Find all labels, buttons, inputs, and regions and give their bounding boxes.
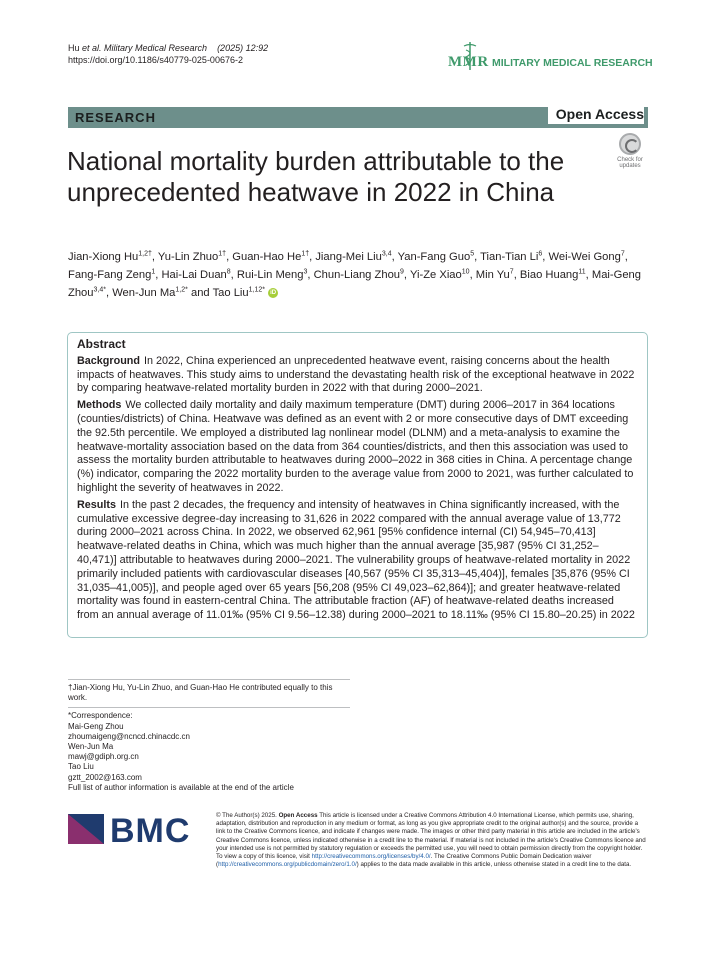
correspondence-block	[68, 711, 350, 793]
citation-header	[68, 42, 268, 66]
article-type-banner	[68, 107, 648, 128]
methods-text: We collected daily mortality and daily maximum temperature (DMT) during 2006–2017 in 364 locations (counties/districts) of China. Heatwave was defined as an event with 2 or more consecutive days of DMT exceeding the 92.5th percentile. We employed a distributed lag nonlinear model (DLNM) and a meta-analysis to examine the heatwave-mortality association based on the data from 364 counties/districts, and then this association was used to assess the mortality burden attributable to heatwaves during 2000–2022 in 368 cities in China. A percentage change (%) indicator, comparing the 2022 mortality burden to the average value from 2000 to 2021, was further calculated to highlight the severity of heatwaves in 2022.	[77, 399, 634, 494]
author-info-note: Full list of author information is available at the end of the article	[68, 782, 294, 792]
open-access-bold: Open Access	[278, 812, 318, 819]
author-name[interactable]: Jian-Xiong Hu	[68, 251, 139, 263]
journal-logo	[448, 40, 653, 72]
footnotes	[68, 679, 350, 793]
correspondence-email[interactable]: gztt_2002@163.com	[68, 772, 142, 782]
article-title: National mortality burden attributable to the unprecedented heatwave in 2022 in China	[67, 146, 565, 207]
correspondence-line: *Correspondence:	[68, 711, 133, 721]
author-affiliation: 3,4*	[93, 286, 106, 294]
author-affiliation: 11	[578, 268, 586, 276]
citation-line	[68, 42, 268, 54]
publisher-name: BMC	[110, 812, 191, 850]
author-affiliation: 1,2*	[175, 286, 188, 294]
article-type: RESEARCH	[75, 110, 156, 125]
author-affiliation: 3	[303, 268, 308, 276]
author-name[interactable]: Tian-Tian Li	[480, 251, 539, 263]
author-affiliation: 9	[400, 268, 404, 276]
license-text: This article is licensed under a Creative Commons Attribution 4.0 International License, which permits use, sharing, adaptation, distribution and reproduction in any medium or format, as long as you give appropriate credit to the original author(s) and the source, provide a link to the Creative Commons licence, and indicate if changes were made. The images or other third party material in this article are included in the article's Creative Commons licence, unless indicated otherwise in a credit line to the material. If material is not included in the article's Creative Commons licence and your intended use is not permitted by statutory regulation or exceeds the permitted use, you will need to obtain permission directly from the copyright holder. To view a copy of this licence, visit	[216, 812, 646, 861]
author-affiliation: 1	[151, 268, 156, 276]
abstract-methods	[77, 399, 638, 496]
author-affiliation: 10	[461, 268, 470, 276]
author-affiliation: 1,12*	[248, 286, 265, 294]
correspondence-email[interactable]: mawj@gdiph.org.cn	[68, 752, 139, 762]
license-link[interactable]: http://creativecommons.org/licenses/by/4.0/	[311, 853, 431, 861]
journal-name: MILITARY MEDICAL RESEARCH	[492, 57, 653, 69]
author-affiliation: 1†	[301, 250, 310, 258]
bmc-logo-icon	[68, 812, 104, 846]
orcid-icon[interactable]: iD	[270, 290, 277, 297]
author-name[interactable]: Jiang-Mei Liu	[315, 251, 382, 263]
check-updates-label: Check for updates	[617, 157, 643, 169]
abstract-background	[77, 355, 638, 396]
author-name[interactable]: Wen-Jun Ma	[112, 287, 176, 299]
copyright-text: © The Author(s) 2025.	[216, 812, 277, 819]
author-affiliation: 1†	[218, 250, 227, 258]
background-label: Background	[77, 354, 140, 367]
abstract-heading: Abstract	[77, 337, 126, 351]
author-affiliation: 5	[470, 250, 475, 258]
citation-author: Hu	[68, 43, 83, 53]
methods-label: Methods	[77, 399, 122, 412]
doi-link[interactable]: https://doi.org/10.1186/s40779-025-00676-2	[68, 55, 243, 65]
abstract-results	[77, 499, 638, 623]
publisher-logo	[68, 812, 198, 852]
author-name[interactable]: Rui-Lin Meng	[236, 269, 304, 281]
correspondence-name: Wen-Jun Ma	[68, 742, 114, 752]
author-name[interactable]: Wei-Wei Gong	[548, 251, 621, 263]
background-text: In 2022, China experienced an unprecedented heatwave event, raising concerns about the health impacts of heatwaves. This study aims to understand the devastating health risk of the exceptional heatwave in 2022 by comparing heatwave-related mortality burden in 2022 with that during 2000–2021.	[77, 354, 635, 395]
author-name[interactable]: Min Yu	[475, 269, 510, 281]
author-name[interactable]: Yan-Fang Guo	[397, 251, 471, 263]
open-access-label: Open Access	[548, 106, 644, 124]
author-name[interactable]: Guan-Hao He	[232, 251, 302, 263]
license-text: . The Creative Commons Public Domain Dedication waiver (	[216, 853, 592, 869]
footnote-divider	[68, 707, 350, 708]
public-domain-link[interactable]: http://creativecommons.org/publicdomain/zero/1.0/	[218, 861, 357, 869]
license-statement	[216, 812, 648, 869]
author-affiliation: 3,4	[381, 250, 392, 258]
results-text: In the past 2 decades, the frequency and intensity of heatwaves in China significantly increased, with the cumulative excessive degree-day increasing to 31,626 in 2022 compared with the annual average value of 13,772 during 2000–2021 across China. In 2022, we observed 62,961 [95% confidence internal (CI) 54,945–70,413] heatwave-related deaths in China, which was much higher than the annual average [35,987 (95% CI 31,252–40,471)] attributable to heatwaves during 2000–2021. The vulnerability groups of heatwave-related mortality in 2022 primarily included patients with cardiovascular diseases [40,567 (95% CI 35,313–45,404)], females [35,876 (95% CI 31,035–41,005)], and people aged over 65 years [56,208 (95% CI 49,023–62,864)]; and greater heatwave-related mortality was found in eastern-central China. The attributable fraction (AF) of heatwave-related deaths increased from an annual average of 11.01‰ (95% CI 9.56–12.38) during 2000–2021 to 18.11‰ (95% CI 15.80–20.25) in 2022	[77, 498, 635, 622]
correspondence-email[interactable]: zhoumaigeng@ncncd.chinacdc.cn	[68, 731, 190, 741]
correspondence-name: Mai-Geng Zhou	[68, 721, 124, 731]
abstract-box	[67, 332, 648, 638]
check-updates-icon	[619, 133, 641, 155]
author-affiliation: 6	[538, 250, 543, 258]
correspondence-name: Tao Liu	[68, 762, 94, 772]
author-name[interactable]: Biao Huang	[519, 269, 579, 281]
author-name[interactable]: Yu-Lin Zhuo	[157, 251, 219, 263]
author-name[interactable]: Mai-Geng Zhou	[68, 269, 641, 299]
author-affiliation: 7	[620, 250, 625, 258]
author-list: Jian-Xiong $Hu^{1,2\dagger}$, Yu-Lin Zhuo$^{1\dagger}$, Guan-Hao $He^{1\dagger}$, Jiang-Mei Liu$^{3,4}$, Yan-Fang Guo$^5$, Tian-Tian Li$^6$, Wei-Wei Gong$^7$, Fang-Fang Zeng$^1$, Hai-Lai Duan$^8$, Rui-Lin Meng$^3$, Chun-Liang Zhou$^9$, Yi-Ze Xiao$^{10}$, Min Yu$^7$, Biao Huang$^{11}$, Mai-Geng Zhou$^{3,4*}$, Wen-Jun $Ma^{1,2*}$ and Tao Liu$^{1,12*}$ iD	[68, 250, 641, 299]
equal-contribution-note: †Jian-Xiong Hu, Yu-Lin Zhuo, and Guan-Hao He contributed equally to this work.	[68, 683, 333, 703]
license-text: ) applies to the data made available in this article, unless otherwise stated in a credit line to the data.	[356, 861, 632, 869]
author-name[interactable]: Yi-Ze Xiao	[409, 269, 462, 281]
footnote-divider	[68, 679, 350, 680]
author-name[interactable]: Hai-Lai Duan	[161, 269, 227, 281]
journal-logo-text: MMR	[448, 54, 489, 70]
citation-volume: (2025) 12:92	[217, 43, 269, 53]
check-for-updates-badge[interactable]	[612, 133, 648, 169]
citation-journal: et al. Military Medical Research	[82, 43, 208, 53]
author-affiliation: 8	[226, 268, 231, 276]
author-name[interactable]: Chun-Liang Zhou	[313, 269, 401, 281]
author-affiliation: 1,2†	[138, 250, 152, 258]
author-conjunction: and	[190, 287, 210, 299]
author-name[interactable]: Fang-Fang Zeng	[68, 269, 152, 281]
results-label: Results	[77, 498, 117, 511]
author-affiliation: 7	[509, 268, 514, 276]
author-name[interactable]: Tao Liu	[212, 287, 249, 299]
